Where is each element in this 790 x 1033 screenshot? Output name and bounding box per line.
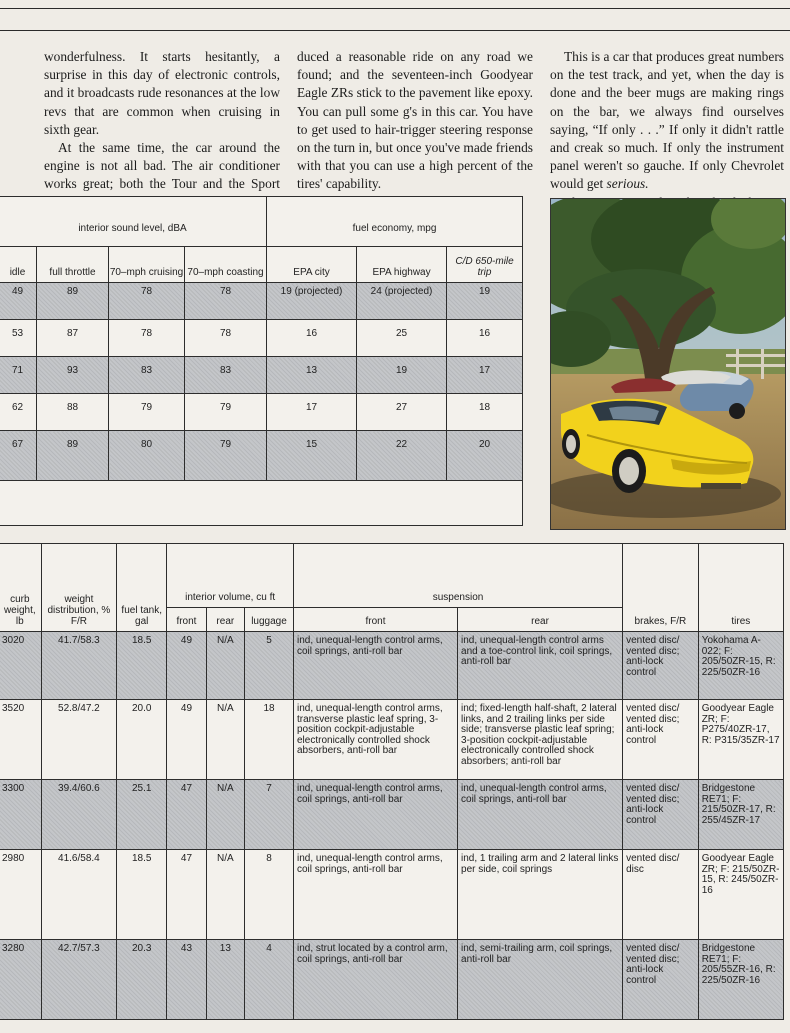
- table-cell: 41.6/58.4: [41, 850, 117, 940]
- table-cell: 42.7/57.3: [41, 940, 117, 1020]
- table-cell: 78: [185, 320, 267, 357]
- table-cell: 18.5: [117, 850, 167, 940]
- table-cell: 18: [447, 394, 523, 431]
- col1-paragraph: wonderfulness. It starts hesitantly, a surprise in this day of electronic controls, and it broadcasts rude resonances at the low revs that are common when cruising in sixth gear.: [44, 49, 280, 137]
- table-cell: 62: [0, 394, 37, 431]
- table-cell: 47: [167, 850, 206, 940]
- specifications-table: [0, 543, 784, 1020]
- table-cell: 27: [357, 394, 447, 431]
- table-row: [0, 850, 784, 940]
- col-header-volume-front: front: [167, 608, 206, 632]
- table-cell: ind, unequal-length control arms, coil springs, anti-roll bar: [294, 850, 458, 940]
- table-cell: 3280: [0, 940, 41, 1020]
- table-cell: Goodyear Eagle ZR; F: P275/40ZR-17, R: P315/35ZR-17: [698, 700, 783, 780]
- table-cell: ind, unequal-length control arms, coil springs, anti-roll bar: [294, 632, 458, 700]
- table-cell: 49: [167, 632, 206, 700]
- col-header-brakes: brakes, F/R: [623, 544, 699, 632]
- table-cell: 18: [245, 700, 294, 780]
- table-cell: N/A: [206, 632, 244, 700]
- col-header: 70–mph coasting: [185, 247, 267, 283]
- table-row: [0, 283, 523, 320]
- table-cell: 19: [357, 357, 447, 394]
- table-cell: Yokohama A-022; F: 205/50ZR-15, R: 225/50ZR-16: [698, 632, 783, 700]
- table-cell: 13: [267, 357, 357, 394]
- table-cell: 80: [109, 431, 185, 481]
- table-cell: 24 (projected): [357, 283, 447, 320]
- table-cell: 4: [245, 940, 294, 1020]
- table-cell: 17: [447, 357, 523, 394]
- table-cell: 93: [37, 357, 109, 394]
- article-column-3: [550, 48, 784, 212]
- table-cell: 67: [0, 431, 37, 481]
- table-cell: 41.7/58.3: [41, 632, 117, 700]
- article-column-1: [44, 48, 280, 212]
- table-cell: 16: [447, 320, 523, 357]
- table-row: [0, 320, 523, 357]
- table-cell: 25.1: [117, 780, 167, 850]
- suspension-group-header: suspension: [294, 544, 623, 608]
- table-cell: 13: [206, 940, 244, 1020]
- table-cell: ind, unequal-length control arms, transverse plastic leaf spring, 3-position cockpit-adjustable electronically controlled shock absorbers, anti-roll bar: [294, 700, 458, 780]
- sound-fuel-table: [0, 196, 523, 526]
- article-column-2: [297, 48, 533, 194]
- table-cell: 19 (projected): [267, 283, 357, 320]
- table-cell: 18.5: [117, 632, 167, 700]
- header-rule: [0, 30, 790, 31]
- table-cell: ind, unequal-length control arms and a toe-control link, coil springs, anti-roll bar: [458, 632, 623, 700]
- col-header-tires: tires: [698, 544, 783, 632]
- table-cell: vented disc/ vented disc; anti-lock control: [623, 632, 699, 700]
- col-header: idle: [0, 247, 37, 283]
- col-header: C/D 650-mile trip: [447, 247, 523, 283]
- table-cell: 2980: [0, 850, 41, 940]
- top-rule: [0, 8, 790, 9]
- table-cell: 78: [109, 320, 185, 357]
- table-cell: ind, semi-trailing arm, coil springs, anti-roll bar: [458, 940, 623, 1020]
- col-header: EPA city: [267, 247, 357, 283]
- col-header: full throttle: [37, 247, 109, 283]
- table-cell: 71: [0, 357, 37, 394]
- table-cell: ind, strut located by a control arm, coil springs, anti-roll bar: [294, 940, 458, 1020]
- table-cell: N/A: [206, 700, 244, 780]
- table-cell: 78: [185, 283, 267, 320]
- table-cell: ind, unequal-length control arms, coil springs, anti-roll bar: [294, 780, 458, 850]
- table-cell: 88: [37, 394, 109, 431]
- col-header-fuel-tank: fuel tank, gal: [117, 544, 167, 632]
- table-cell: vented disc/ disc: [623, 850, 699, 940]
- table-cell: Bridgestone RE71; F: 205/55ZR-16, R: 225/50ZR-16: [698, 940, 783, 1020]
- table-row: [0, 940, 784, 1020]
- table-row: [0, 700, 784, 780]
- table-cell: 3520: [0, 700, 41, 780]
- table-row: [0, 431, 523, 481]
- col-header-suspension-rear: rear: [458, 608, 623, 632]
- col-header-suspension-front: front: [294, 608, 458, 632]
- table-row: [0, 357, 523, 394]
- table-cell: 5: [245, 632, 294, 700]
- col-header-volume-rear: rear: [206, 608, 244, 632]
- table-cell: 83: [185, 357, 267, 394]
- corvette-illustration: [551, 199, 785, 529]
- table-cell: 20.0: [117, 700, 167, 780]
- table-cell: 79: [185, 394, 267, 431]
- table-cell: vented disc/ vented disc; anti-lock control: [623, 780, 699, 850]
- table-cell: vented disc/ vented disc; anti-lock control: [623, 700, 699, 780]
- table-cell: 47: [167, 780, 206, 850]
- table-cell: ind, 1 trailing arm and 2 lateral links per side, coil springs: [458, 850, 623, 940]
- table-row: [0, 780, 784, 850]
- table-cell: 39.4/60.6: [41, 780, 117, 850]
- table-cell: 79: [109, 394, 185, 431]
- table-cell: 20: [447, 431, 523, 481]
- table-cell: N/A: [206, 780, 244, 850]
- table-cell: 8: [245, 850, 294, 940]
- table-cell: 15: [267, 431, 357, 481]
- interior-volume-group-header: interior volume, cu ft: [167, 544, 294, 608]
- table-cell: 78: [109, 283, 185, 320]
- table-row: [0, 632, 784, 700]
- table-cell: vented disc/ vented disc; anti-lock control: [623, 940, 699, 1020]
- table-cell: 89: [37, 431, 109, 481]
- table-cell: 20.3: [117, 940, 167, 1020]
- table-spacer: [0, 481, 523, 526]
- fuel-economy-group-header: fuel economy, mpg: [267, 197, 523, 247]
- col-header-curb-weight: curb weight, lb: [0, 544, 41, 632]
- table-cell: 49: [0, 283, 37, 320]
- col2-paragraph: duced a reasonable ride on any road we found; and the seventeen-inch Goodyear Eagle ZRs stick to the pavement like epoxy. You can pull some g's in this car. You have to get used to hair-trigger steering response on the turn in, but once you've made friends with that you can use a high percent of the tires' capability.: [297, 49, 533, 192]
- col-header: EPA highway: [357, 247, 447, 283]
- table-cell: ind, unequal-length control arms, coil springs, anti-roll bar: [458, 780, 623, 850]
- sound-level-group-header: interior sound level, dBA: [0, 197, 267, 247]
- col3-paragraph: This is a car that produces great numbers on the test track, and yet, when the day is done and the beer mugs are making rings on the bar, we always find ourselves saying, “If only . . .” If only it didn't rattle and creak so much. If only the instrument panel weren't so gauche. If only Chevrolet would get serious.: [550, 49, 784, 192]
- table-cell: 25: [357, 320, 447, 357]
- table-row: [0, 394, 523, 431]
- table-cell: 83: [109, 357, 185, 394]
- table-cell: ind; fixed-length half-shaft, 2 lateral links, and 2 trailing links per side side; transverse plastic leaf spring; 3-position cockpit-adjustable electronically controlled shock absorbers; anti-roll bar: [458, 700, 623, 780]
- table-cell: 53: [0, 320, 37, 357]
- table-cell: 3020: [0, 632, 41, 700]
- table-cell: 3300: [0, 780, 41, 850]
- table-cell: 89: [37, 283, 109, 320]
- table-cell: 16: [267, 320, 357, 357]
- table-cell: 87: [37, 320, 109, 357]
- table-cell: Goodyear Eagle ZR; F: 215/50ZR-15, R: 245/50ZR-16: [698, 850, 783, 940]
- table-cell: 22: [357, 431, 447, 481]
- table-cell: Bridgestone RE71; F: 215/50ZR-17, R: 255/45ZR-17: [698, 780, 783, 850]
- corvette-photo: [550, 198, 786, 530]
- table-cell: 49: [167, 700, 206, 780]
- table-cell: 7: [245, 780, 294, 850]
- table-spacer-row: [0, 481, 523, 526]
- col-header-weight-distribution: weight distribution, % F/R: [41, 544, 117, 632]
- table-cell: 43: [167, 940, 206, 1020]
- table-cell: 19: [447, 283, 523, 320]
- table-cell: 17: [267, 394, 357, 431]
- col1-paragraph: At the same time, the car around the engine is not all bad. The air conditioner works great; both the Tour and the Sport: [44, 140, 280, 192]
- table-cell: 52.8/47.2: [41, 700, 117, 780]
- table-cell: 79: [185, 431, 267, 481]
- table-cell: N/A: [206, 850, 244, 940]
- col-header: 70–mph cruising: [109, 247, 185, 283]
- col-header-luggage: luggage: [245, 608, 294, 632]
